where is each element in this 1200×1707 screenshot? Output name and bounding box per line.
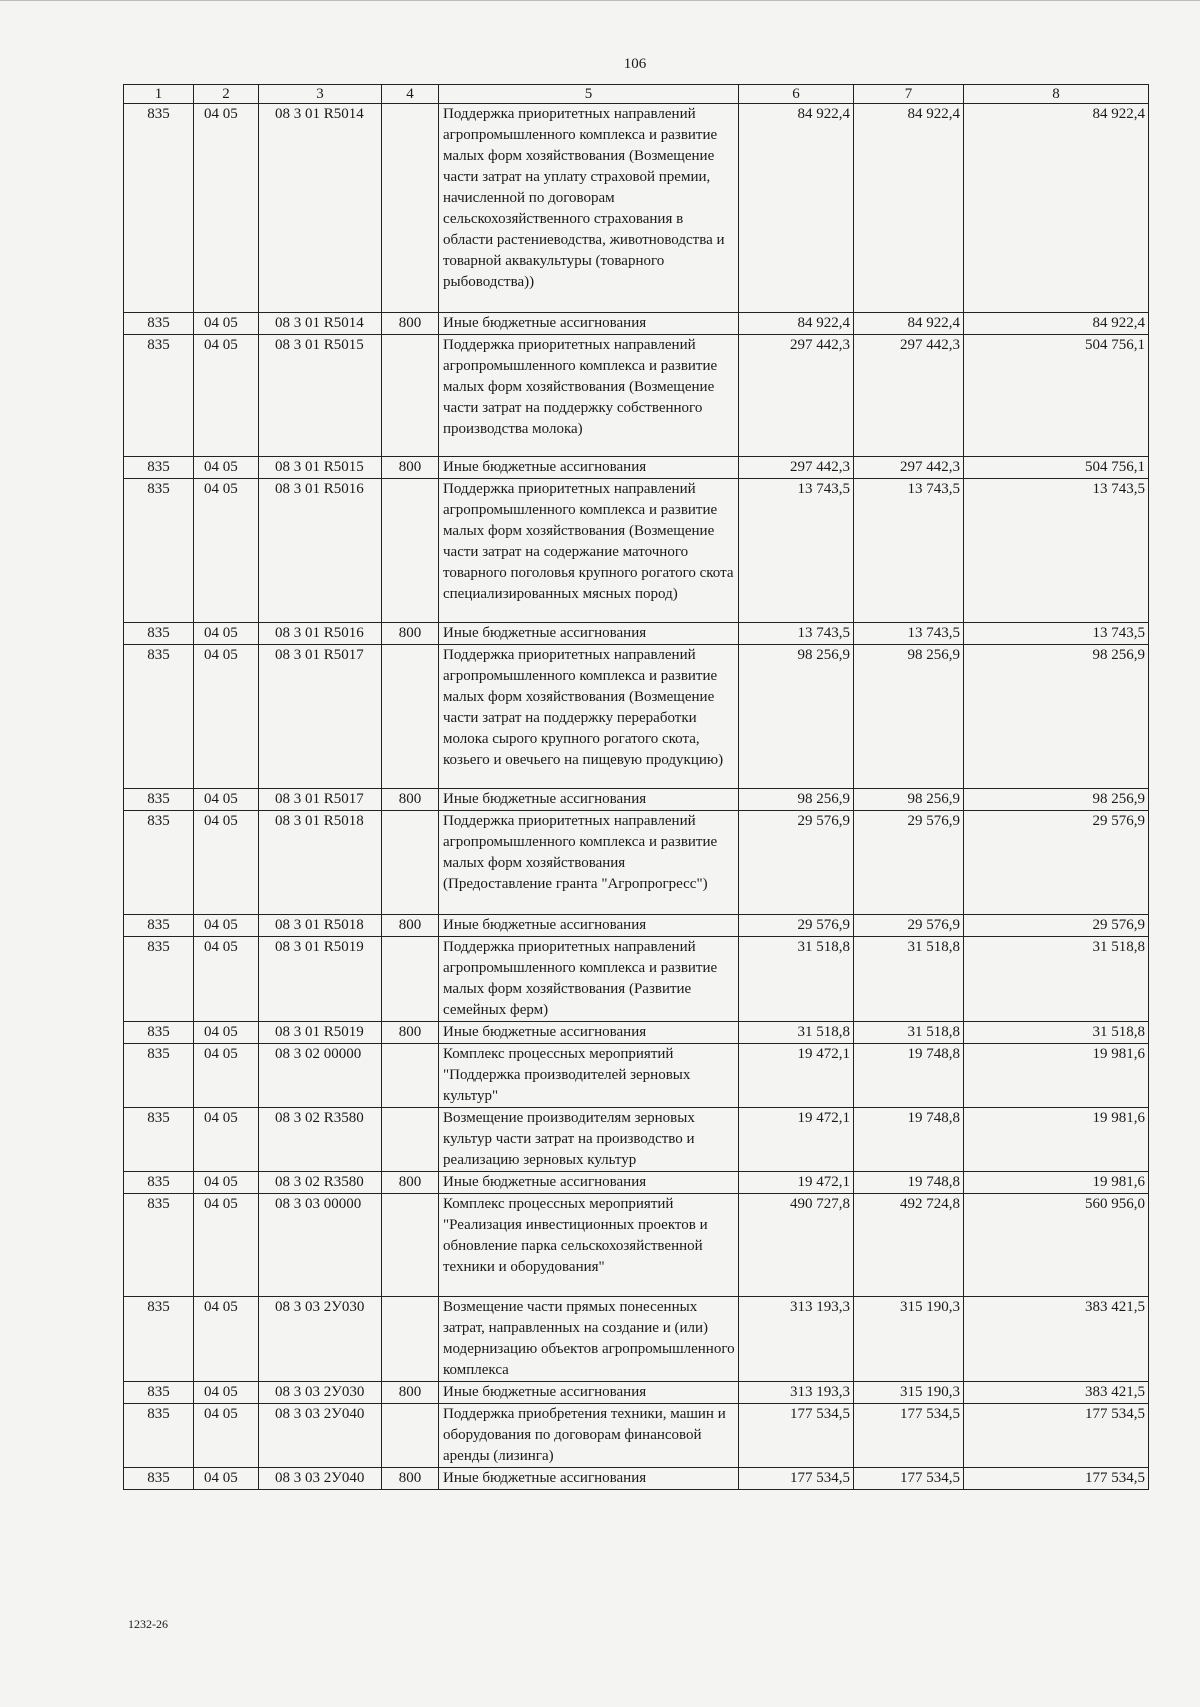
cell-grbs-code: 835 xyxy=(124,1194,194,1297)
cell-expense-type: 800 xyxy=(382,1172,439,1194)
cell-section-code: 04 05 xyxy=(194,1404,259,1468)
cell-section-code: 04 05 xyxy=(194,1297,259,1382)
cell-description: Поддержка приоритетных направлений агропромышленного комплекса и развитие малых форм хозяйствования (Возмещение части затрат на поддержку переработки молока сырого крупного рогатого скота, козьего и овечьего на пищевую продукцию) xyxy=(439,645,739,789)
cell-expense-type xyxy=(382,645,439,789)
table-row xyxy=(124,789,1149,811)
cell-amount-col8: 84 922,4 xyxy=(964,104,1149,313)
column-header: 6 xyxy=(739,85,854,104)
cell-target-code: 08 3 03 00000 xyxy=(259,1194,382,1297)
cell-grbs-code: 835 xyxy=(124,645,194,789)
cell-description: Поддержка приоритетных направлений агропромышленного комплекса и развитие малых форм хозяйствования (Возмещение части затрат на поддержку собственного производства молока) xyxy=(439,335,739,457)
cell-expense-type: 800 xyxy=(382,1382,439,1404)
page-top-edge xyxy=(0,0,1200,1)
cell-amount-col8: 177 534,5 xyxy=(964,1404,1149,1468)
cell-description: Поддержка приобретения техники, машин и оборудования по договорам финансовой аренды (лизинга) xyxy=(439,1404,739,1468)
cell-grbs-code: 835 xyxy=(124,1297,194,1382)
cell-section-code: 04 05 xyxy=(194,915,259,937)
cell-amount-col7: 98 256,9 xyxy=(854,789,964,811)
cell-amount-col7: 84 922,4 xyxy=(854,104,964,313)
cell-target-code: 08 3 01 R5016 xyxy=(259,623,382,645)
cell-amount-col8: 98 256,9 xyxy=(964,645,1149,789)
cell-amount-col8: 504 756,1 xyxy=(964,335,1149,457)
cell-section-code: 04 05 xyxy=(194,313,259,335)
cell-description: Комплекс процессных мероприятий "Реализация инвестиционных проектов и обновление парка сельскохозяйственной техники и оборудования" xyxy=(439,1194,739,1297)
cell-amount-col6: 98 256,9 xyxy=(739,645,854,789)
cell-section-code: 04 05 xyxy=(194,645,259,789)
table-row xyxy=(124,1194,1149,1297)
cell-description: Поддержка приоритетных направлений агропромышленного комплекса и развитие малых форм хозяйствования (Возмещение части затрат на содержание маточного товарного поголовья крупного рогатого скота специализированных мясных пород) xyxy=(439,479,739,623)
cell-amount-col8: 560 956,0 xyxy=(964,1194,1149,1297)
cell-amount-col7: 315 190,3 xyxy=(854,1297,964,1382)
cell-expense-type: 800 xyxy=(382,915,439,937)
cell-grbs-code: 835 xyxy=(124,1172,194,1194)
cell-expense-type xyxy=(382,335,439,457)
cell-expense-type: 800 xyxy=(382,789,439,811)
cell-amount-col6: 31 518,8 xyxy=(739,1022,854,1044)
cell-expense-type: 800 xyxy=(382,457,439,479)
cell-amount-col7: 31 518,8 xyxy=(854,1022,964,1044)
cell-expense-type: 800 xyxy=(382,1468,439,1490)
table-row xyxy=(124,915,1149,937)
cell-grbs-code: 835 xyxy=(124,335,194,457)
cell-description: Иные бюджетные ассигнования xyxy=(439,915,739,937)
cell-amount-col7: 13 743,5 xyxy=(854,479,964,623)
cell-amount-col7: 98 256,9 xyxy=(854,645,964,789)
cell-expense-type xyxy=(382,811,439,915)
cell-amount-col8: 19 981,6 xyxy=(964,1172,1149,1194)
cell-description: Иные бюджетные ассигнования xyxy=(439,1172,739,1194)
column-header: 5 xyxy=(439,85,739,104)
cell-amount-col7: 29 576,9 xyxy=(854,811,964,915)
cell-grbs-code: 835 xyxy=(124,1404,194,1468)
cell-amount-col6: 29 576,9 xyxy=(739,811,854,915)
cell-section-code: 04 05 xyxy=(194,335,259,457)
table-row xyxy=(124,811,1149,915)
cell-amount-col7: 19 748,8 xyxy=(854,1044,964,1108)
cell-grbs-code: 835 xyxy=(124,915,194,937)
table-body xyxy=(124,104,1149,1490)
cell-section-code: 04 05 xyxy=(194,789,259,811)
cell-amount-col6: 177 534,5 xyxy=(739,1468,854,1490)
cell-amount-col7: 29 576,9 xyxy=(854,915,964,937)
cell-amount-col8: 84 922,4 xyxy=(964,313,1149,335)
cell-expense-type xyxy=(382,1194,439,1297)
cell-amount-col8: 29 576,9 xyxy=(964,915,1149,937)
header-row xyxy=(124,85,1149,104)
cell-section-code: 04 05 xyxy=(194,811,259,915)
cell-grbs-code: 835 xyxy=(124,479,194,623)
cell-target-code: 08 3 01 R5019 xyxy=(259,937,382,1022)
cell-expense-type xyxy=(382,1108,439,1172)
cell-section-code: 04 05 xyxy=(194,1172,259,1194)
table-row xyxy=(124,104,1149,313)
cell-description: Поддержка приоритетных направлений агропромышленного комплекса и развитие малых форм хозяйствования (Предоставление гранта "Агропрогресс") xyxy=(439,811,739,915)
cell-grbs-code: 835 xyxy=(124,1382,194,1404)
cell-section-code: 04 05 xyxy=(194,1382,259,1404)
cell-amount-col7: 297 442,3 xyxy=(854,335,964,457)
cell-amount-col6: 177 534,5 xyxy=(739,1404,854,1468)
budget-table-container xyxy=(123,84,1148,1490)
cell-grbs-code: 835 xyxy=(124,1468,194,1490)
cell-target-code: 08 3 01 R5017 xyxy=(259,789,382,811)
cell-amount-col7: 31 518,8 xyxy=(854,937,964,1022)
cell-amount-col8: 98 256,9 xyxy=(964,789,1149,811)
cell-grbs-code: 835 xyxy=(124,623,194,645)
table-row xyxy=(124,1044,1149,1108)
cell-description: Иные бюджетные ассигнования xyxy=(439,457,739,479)
cell-section-code: 04 05 xyxy=(194,457,259,479)
cell-section-code: 04 05 xyxy=(194,1108,259,1172)
cell-grbs-code: 835 xyxy=(124,313,194,335)
cell-target-code: 08 3 01 R5019 xyxy=(259,1022,382,1044)
cell-amount-col8: 177 534,5 xyxy=(964,1468,1149,1490)
cell-target-code: 08 3 01 R5017 xyxy=(259,645,382,789)
table-row xyxy=(124,623,1149,645)
cell-expense-type xyxy=(382,937,439,1022)
cell-description: Возмещение производителям зерновых культур части затрат на производство и реализацию зерновых культур xyxy=(439,1108,739,1172)
cell-amount-col6: 19 472,1 xyxy=(739,1044,854,1108)
cell-grbs-code: 835 xyxy=(124,457,194,479)
column-header: 8 xyxy=(964,85,1149,104)
column-header: 2 xyxy=(194,85,259,104)
cell-amount-col6: 19 472,1 xyxy=(739,1172,854,1194)
footer-document-code: 1232-26 xyxy=(128,1617,168,1631)
table-row xyxy=(124,1022,1149,1044)
table-row xyxy=(124,937,1149,1022)
cell-amount-col7: 19 748,8 xyxy=(854,1108,964,1172)
cell-target-code: 08 3 02 R3580 xyxy=(259,1108,382,1172)
table-row xyxy=(124,1108,1149,1172)
cell-amount-col8: 13 743,5 xyxy=(964,479,1149,623)
page-number: 106 xyxy=(623,56,647,72)
cell-target-code: 08 3 03 2У040 xyxy=(259,1404,382,1468)
cell-description: Иные бюджетные ассигнования xyxy=(439,623,739,645)
cell-amount-col6: 98 256,9 xyxy=(739,789,854,811)
cell-section-code: 04 05 xyxy=(194,1468,259,1490)
table-row xyxy=(124,335,1149,457)
cell-expense-type: 800 xyxy=(382,1022,439,1044)
cell-target-code: 08 3 03 2У030 xyxy=(259,1297,382,1382)
cell-description: Иные бюджетные ассигнования xyxy=(439,789,739,811)
cell-grbs-code: 835 xyxy=(124,1108,194,1172)
table-row xyxy=(124,1468,1149,1490)
cell-grbs-code: 835 xyxy=(124,1022,194,1044)
cell-description: Поддержка приоритетных направлений агропромышленного комплекса и развитие малых форм хозяйствования (Развитие семейных ферм) xyxy=(439,937,739,1022)
cell-description: Иные бюджетные ассигнования xyxy=(439,313,739,335)
cell-amount-col6: 84 922,4 xyxy=(739,313,854,335)
cell-target-code: 08 3 01 R5015 xyxy=(259,335,382,457)
cell-expense-type: 800 xyxy=(382,313,439,335)
cell-target-code: 08 3 03 2У040 xyxy=(259,1468,382,1490)
cell-description: Иные бюджетные ассигнования xyxy=(439,1468,739,1490)
cell-expense-type xyxy=(382,1404,439,1468)
cell-amount-col6: 29 576,9 xyxy=(739,915,854,937)
cell-expense-type xyxy=(382,104,439,313)
cell-target-code: 08 3 02 00000 xyxy=(259,1044,382,1108)
cell-amount-col7: 177 534,5 xyxy=(854,1404,964,1468)
cell-amount-col7: 13 743,5 xyxy=(854,623,964,645)
cell-amount-col8: 383 421,5 xyxy=(964,1297,1149,1382)
cell-amount-col6: 13 743,5 xyxy=(739,479,854,623)
cell-amount-col8: 13 743,5 xyxy=(964,623,1149,645)
table-row xyxy=(124,1382,1149,1404)
cell-amount-col7: 177 534,5 xyxy=(854,1468,964,1490)
cell-target-code: 08 3 02 R3580 xyxy=(259,1172,382,1194)
cell-amount-col8: 29 576,9 xyxy=(964,811,1149,915)
cell-amount-col8: 31 518,8 xyxy=(964,1022,1149,1044)
cell-amount-col7: 315 190,3 xyxy=(854,1382,964,1404)
cell-amount-col8: 383 421,5 xyxy=(964,1382,1149,1404)
cell-target-code: 08 3 03 2У030 xyxy=(259,1382,382,1404)
cell-description: Поддержка приоритетных направлений агропромышленного комплекса и развитие малых форм хозяйствования (Возмещение части затрат на уплату страховой премии, начисленной по договорам сельскохозяйственного страхования в области растениеводства, животноводства и товарной аквакультуры (товарного рыбоводства)) xyxy=(439,104,739,313)
cell-grbs-code: 835 xyxy=(124,1044,194,1108)
cell-amount-col6: 84 922,4 xyxy=(739,104,854,313)
table-row xyxy=(124,1404,1149,1468)
table-row xyxy=(124,645,1149,789)
cell-amount-col6: 13 743,5 xyxy=(739,623,854,645)
cell-grbs-code: 835 xyxy=(124,811,194,915)
table-row xyxy=(124,1297,1149,1382)
table-row xyxy=(124,313,1149,335)
cell-amount-col7: 492 724,8 xyxy=(854,1194,964,1297)
cell-amount-col7: 19 748,8 xyxy=(854,1172,964,1194)
cell-amount-col7: 84 922,4 xyxy=(854,313,964,335)
cell-description: Возмещение части прямых понесенных затрат, направленных на создание и (или) модернизацию объектов агропромышленного комплекса xyxy=(439,1297,739,1382)
cell-amount-col7: 297 442,3 xyxy=(854,457,964,479)
cell-target-code: 08 3 01 R5014 xyxy=(259,104,382,313)
cell-expense-type: 800 xyxy=(382,623,439,645)
cell-amount-col6: 490 727,8 xyxy=(739,1194,854,1297)
cell-description: Иные бюджетные ассигнования xyxy=(439,1022,739,1044)
column-header: 3 xyxy=(259,85,382,104)
table-row xyxy=(124,457,1149,479)
cell-target-code: 08 3 01 R5016 xyxy=(259,479,382,623)
cell-section-code: 04 05 xyxy=(194,937,259,1022)
cell-section-code: 04 05 xyxy=(194,479,259,623)
cell-amount-col8: 31 518,8 xyxy=(964,937,1149,1022)
cell-grbs-code: 835 xyxy=(124,789,194,811)
cell-amount-col6: 297 442,3 xyxy=(739,335,854,457)
cell-amount-col8: 19 981,6 xyxy=(964,1044,1149,1108)
column-header: 1 xyxy=(124,85,194,104)
table-row xyxy=(124,1172,1149,1194)
cell-section-code: 04 05 xyxy=(194,104,259,313)
cell-grbs-code: 835 xyxy=(124,937,194,1022)
cell-amount-col6: 297 442,3 xyxy=(739,457,854,479)
cell-expense-type xyxy=(382,1297,439,1382)
cell-target-code: 08 3 01 R5015 xyxy=(259,457,382,479)
cell-amount-col6: 19 472,1 xyxy=(739,1108,854,1172)
cell-amount-col6: 313 193,3 xyxy=(739,1297,854,1382)
cell-target-code: 08 3 01 R5018 xyxy=(259,915,382,937)
table-row xyxy=(124,479,1149,623)
cell-amount-col6: 31 518,8 xyxy=(739,937,854,1022)
cell-expense-type xyxy=(382,479,439,623)
cell-section-code: 04 05 xyxy=(194,1044,259,1108)
budget-table xyxy=(123,84,1149,1490)
cell-section-code: 04 05 xyxy=(194,623,259,645)
cell-expense-type xyxy=(382,1044,439,1108)
cell-section-code: 04 05 xyxy=(194,1022,259,1044)
cell-description: Комплекс процессных мероприятий "Поддержка производителей зерновых культур" xyxy=(439,1044,739,1108)
cell-grbs-code: 835 xyxy=(124,104,194,313)
column-header: 7 xyxy=(854,85,964,104)
cell-target-code: 08 3 01 R5018 xyxy=(259,811,382,915)
cell-amount-col8: 504 756,1 xyxy=(964,457,1149,479)
cell-amount-col8: 19 981,6 xyxy=(964,1108,1149,1172)
cell-target-code: 08 3 01 R5014 xyxy=(259,313,382,335)
cell-amount-col6: 313 193,3 xyxy=(739,1382,854,1404)
cell-section-code: 04 05 xyxy=(194,1194,259,1297)
column-header: 4 xyxy=(382,85,439,104)
cell-description: Иные бюджетные ассигнования xyxy=(439,1382,739,1404)
